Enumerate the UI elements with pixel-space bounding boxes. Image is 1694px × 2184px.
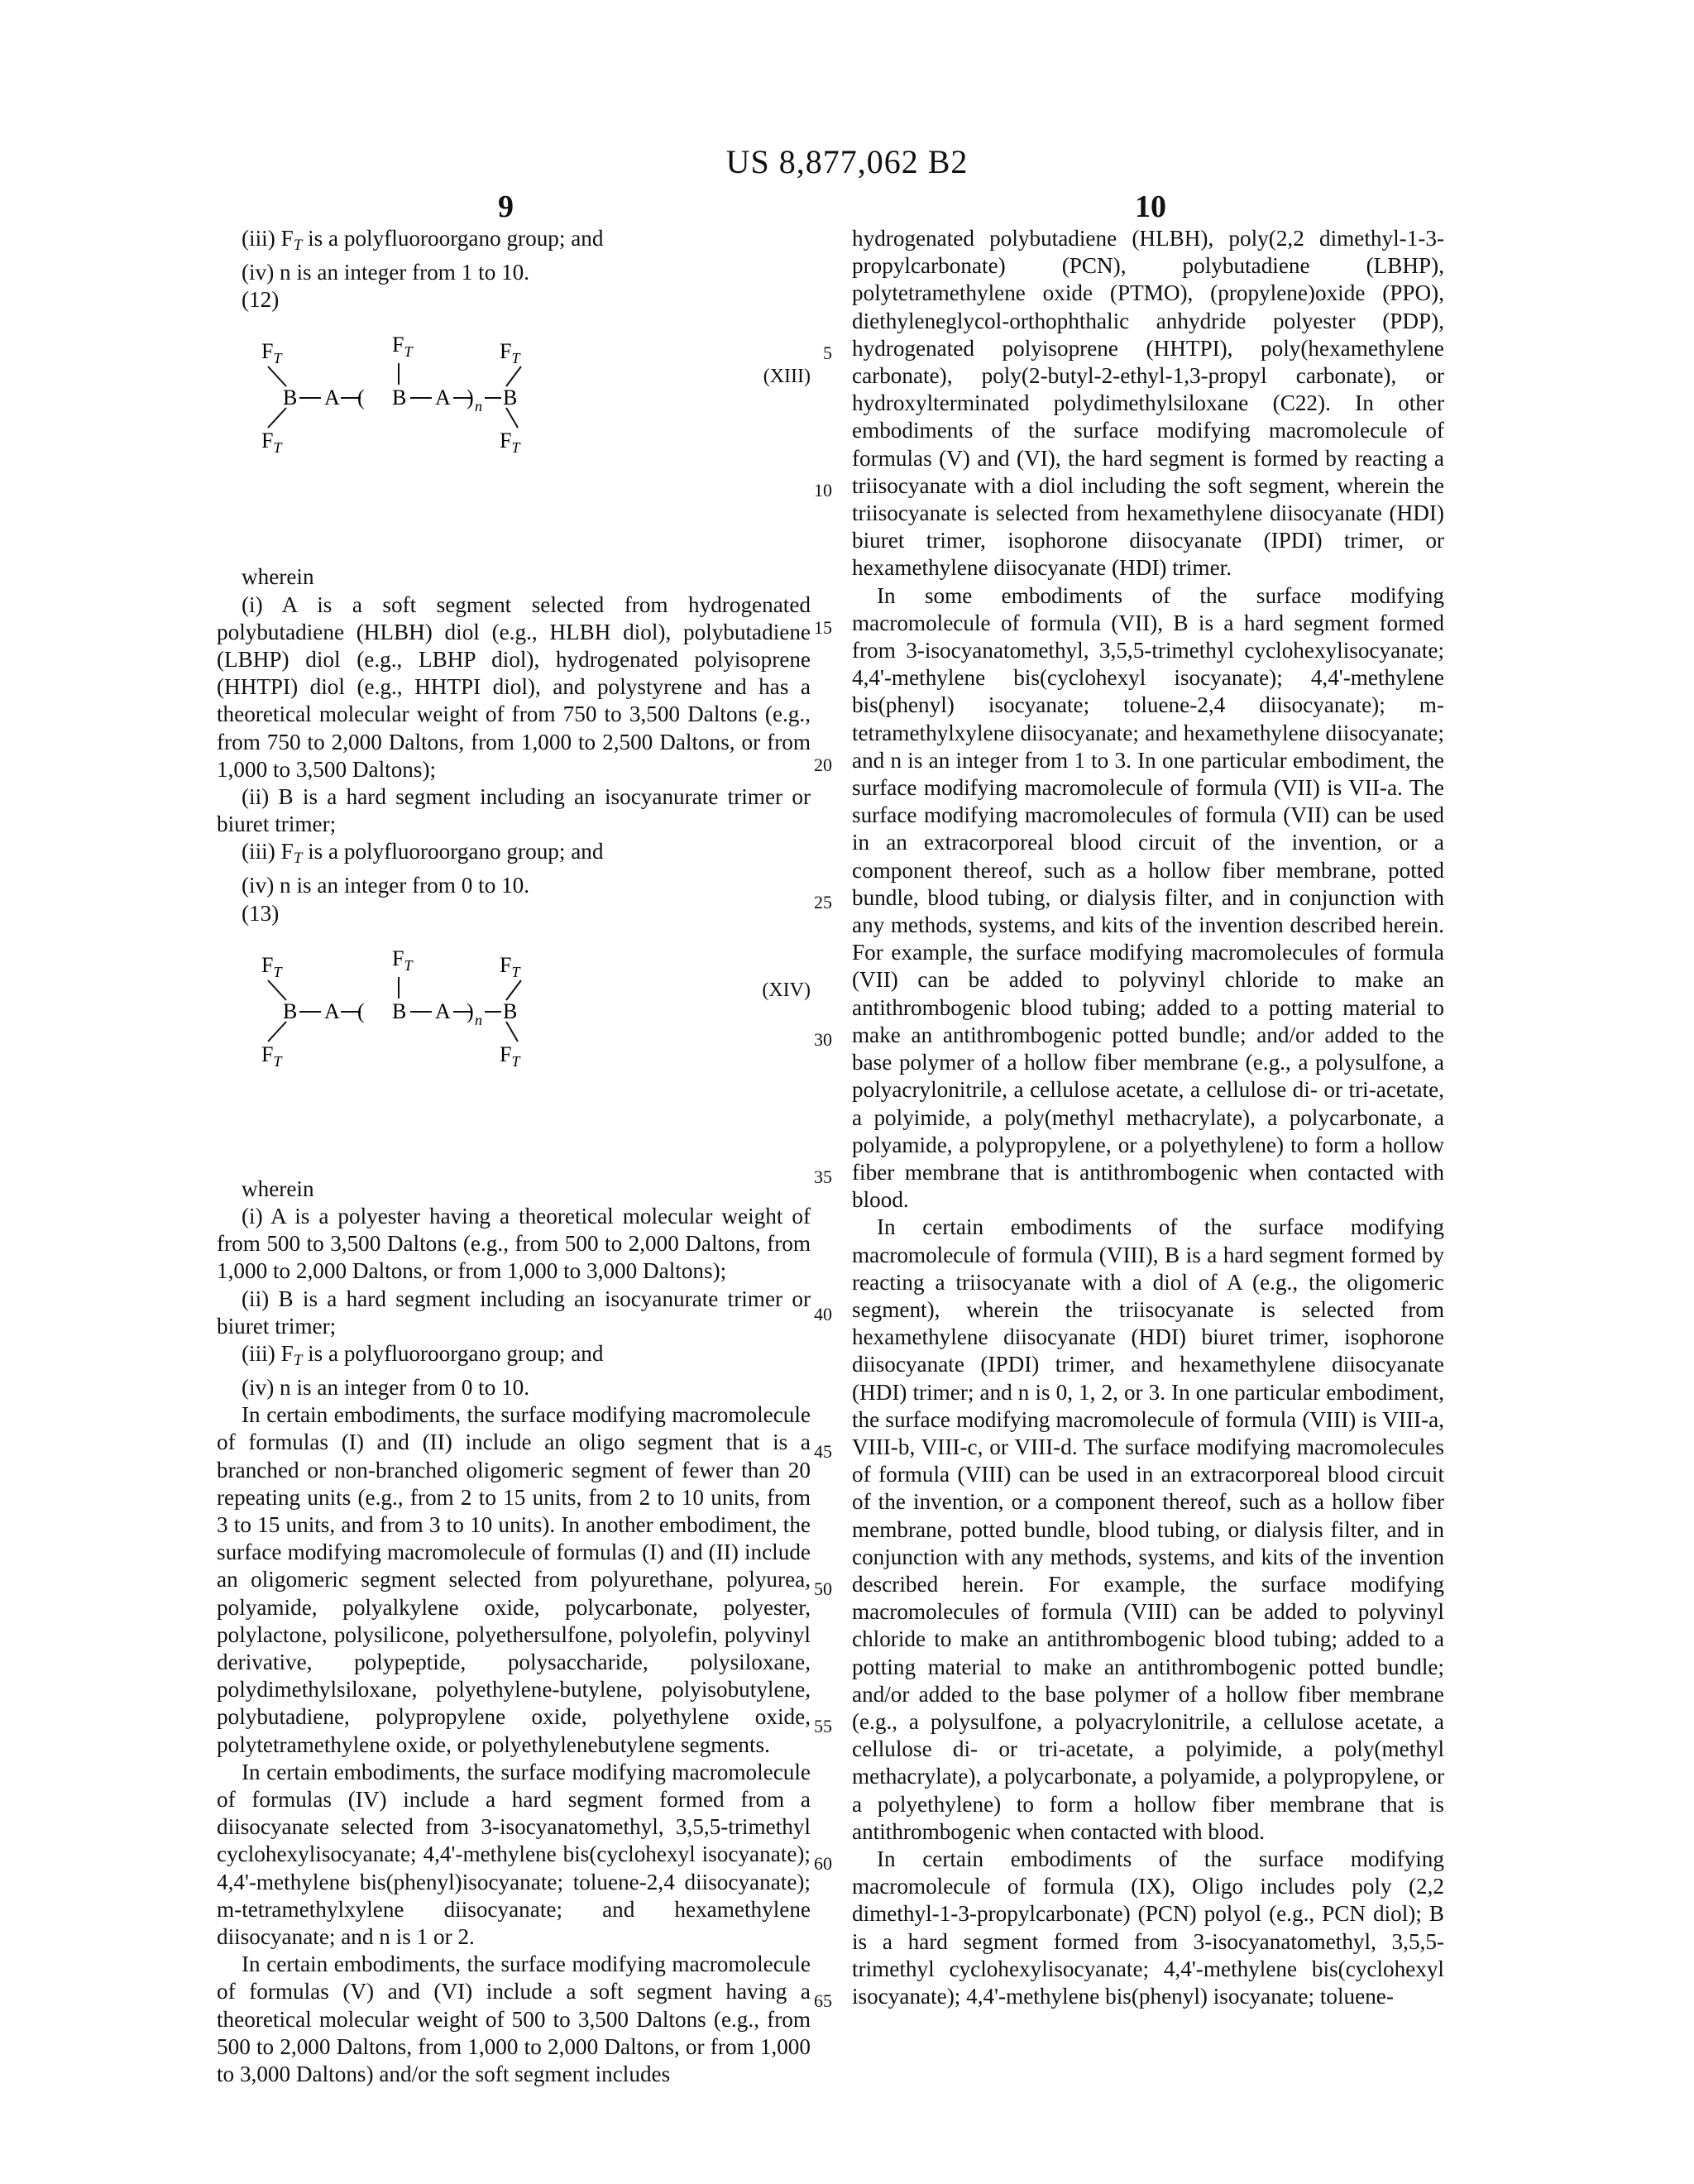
svg-text:(: ( [357,386,365,410]
left-para-9: (i) A is a polyester having a theoretical molecular weight of from 500 to 3,500 Daltons (e.g., from 500 to 2,000 Daltons, from 1,000 to 2,000 Daltons, or from 1,000 to 3,000 Daltons); [217,1203,811,1284]
svg-text:FT: $F_T$ [392,333,413,361]
svg-text:A: A [324,386,340,410]
left-para-3: (12) [242,287,280,313]
svg-text:B: B [392,386,407,410]
line-number: 45 [814,1441,832,1462]
patent-number: US 8,877,062 B2 [725,143,969,180]
left-para-7: (iv) n is an integer from 0 to 10. [242,873,530,898]
right-para-1: hydrogenated polybutadiene (HLBH), poly(2,2 dimethyl-1-3-propylcarbonate) (PCN), polybutadiene (LBHP), polytetramethylene oxide (PTMO), (propylene)oxide (PPO), diethyleneglycol-orthophthalic anhydride polyester (PDP), hydrogenated polyisoprene (HHTPI), poly(hexamethylene carbonate), poly(2-butyl-2-ethyl-1,3-propyl carbonate), or hydroxylterminated polydimethylsiloxane (C22). In other embodiments of the surface modifying macromolecule of formulas (V) and (VI), the hard segment is formed by reacting a triisocyanate with a diol including the soft segment, wherein the triisocyanate is selected from hexamethylene diisocyanate (HDI) biuret trimer, isophorone diisocyanate (IPDI) trimer, or hexamethylene diisocyanate (HDI) trimer. [852,226,1444,581]
svg-text:B: B [503,999,518,1023]
left-para-15: In certain embodiments, the surface modifying macromolecule of formulas (V) and (VI) include a soft segment having a theoretical molecular weight of 500 to 3,500 Daltons (e.g., from 500 to 2,000 Daltons, from 1,000 to 2,000 Daltons, or from 1,000 to 3,000 Daltons) and/or the soft segment includes [217,1952,811,2086]
left-column [217,225,811,2088]
left-para-10: (ii) B is a hard segment including an isocyanurate trimer or biuret trimer; [217,1286,811,1339]
svg-text:A: A [324,999,340,1023]
left-para-6: (iii) $F_T$ is a polyfluoroorgano group; and [242,839,604,868]
left-para-4: (i) A is a soft segment selected from hydrogenated polybutadiene (HLBH) diol (e.g., HLBH diol), polybutadiene (LBHP) diol (e.g., LBHP diol), hydrogenated polyisoprene (HHTPI) diol (e.g., HHTPI diol), and polystyrene and has a theoretical molecular weight of from 750 to 3,500 Daltons (e.g., from 750 to 2,000 Daltons, from 1,000 to 2,500 Daltons, or from 1,000 to 3,500 Daltons); [217,592,811,782]
page-number-left: 9 [498,189,514,224]
left-para-5: (ii) B is a hard segment including an isocyanurate trimer or biuret trimer; [217,783,811,837]
line-number: 25 [814,892,832,912]
svg-text:FT: $F_T$ [500,952,520,980]
svg-text:FT: $F_T$ [500,429,520,457]
right-para-2: In some embodiments of the surface modifying macromolecule of formula (VII), B is a hard segment formed from 3-isocyanatomethyl, 3,5,5-trimethyl cyclohexylisocyanate; 4,4'-methylene bis(cyclohexyl isocyanate); 4,4'-methylene bis(phenyl) isocyanate; toluene-2,4 diisocyanate); m-tetramethylxylene diisocyanate; and hexamethylene diisocyanate; and n is an integer from 1 to 3. In one particular embodiment, the surface modifying macromolecule of formula (VII) is VII-a. The surface modifying macromolecules of formula (VII) can be used in an extracorporeal blood circuit of the invention, or a component thereof, such as a hollow fiber membrane, potted bundle, blood tubing, or dialysis filter, and in conjunction with any methods, systems, and kits of the invention described herein. For example, the surface modifying macromolecules of formula (VII) can be added to polyvinyl chloride to make an antithrombogenic blood tubing; added to a potting material to make an antithrombogenic potted bundle; and/or added to the base polymer of a hollow fiber membrane (e.g., a polysulfone, a polyacrylonitrile, a cellulose acetate, a cellulose di- or tri-acetate, a polyimide, a poly(methyl methacrylate), a polycarbonate, a polyamide, a polypropylene, or a polyethylene) to form a hollow fiber membrane that is antithrombogenic when contacted with blood. [852,582,1444,1213]
svg-text:n: n [475,1011,482,1028]
page-number-right: 10 [1135,189,1166,224]
svg-text:FT: $F_T$ [500,339,520,367]
line-number: 65 [814,1990,832,2011]
svg-text:B: B [283,999,298,1023]
line-number: 35 [814,1166,832,1187]
svg-text:FT: $F_T$ [261,429,282,457]
svg-text:n: n [475,398,482,415]
svg-text:): ) [467,999,474,1023]
formula-xiii-structure [250,323,597,472]
right-para-4: In certain embodiments of the surface modifying macromolecule of formula (IX), Oligo includes poly (2,2 dimethyl-1-3-propylcarbonate) (PCN) polyol (e.g., PCN diol); B is a hard segment formed from 3-isocyanatomethyl, 3,5,5-trimethyl cyclohexylisocyanate; 4,4'-methylene bis(cyclohexyl isocyanate); 4,4'-methylene bis(phenyl) isocyanate; toluene- [852,1846,1444,2009]
svg-text:FT: $F_T$ [261,952,282,980]
line-number: 60 [814,1853,832,1874]
formula-xiv-structure [250,937,597,1086]
left-para-11: (iii) $F_T$ is a polyfluoroorgano group; and [242,1340,604,1369]
line-number: 15 [814,617,832,638]
svg-text:B: B [283,386,298,410]
left-para-1: (iii) $F_T$ is a polyfluoroorgano group; and [242,226,604,254]
line-number: 40 [814,1304,832,1324]
line-number: 20 [814,754,832,775]
left-para-12: (iv) n is an integer from 0 to 10. [242,1374,530,1400]
line-number: 10 [814,480,832,500]
svg-text:A: A [435,386,451,410]
left-wherein-1: wherein [242,564,314,590]
svg-text:(: ( [357,999,365,1023]
formula-xiv [217,937,811,1152]
left-para-13: In certain embodiments, the surface modifying macromolecule of formulas (I) and (II) include an oligo segment that is a branched or non-branched oligomeric segment of fewer than 20 repeating units (e.g., from 2 to 15 units, from 2 to 10 units, from 3 to 15 units, and from 3 to 10 units). In another embodiment, the surface modifying macromolecule of formulas (I) and (II) include an oligomeric segment selected from polyurethane, polyurea, polyamide, polyalkylene oxide, polycarbonate, polyester, polylactone, polysilicone, polyethersulfone, polyolefin, polyvinyl derivative, polypeptide, polysaccharide, polysiloxane, polydimethylsiloxane, polyethylene-butylene, polyisobutylene, polybutadiene, polypropylene oxide, polyethylene oxide, polytetramethylene oxide, or polyethylenebutylene segments. [217,1402,811,1757]
left-para-2: (iv) n is an integer from 1 to 10. [242,259,530,285]
line-number: 55 [814,1716,832,1736]
right-para-3: In certain embodiments of the surface modifying macromolecule of formula (VIII), B is a hard segment formed by reacting a triisocyanate with a diol of A (e.g., the oligomeric segment), wherein the triisocyanate is selected from hexamethylene diisocyanate (HDI) biuret trimer, isophorone diisocyanate (IPDI) trimer, and hexamethylene diisocyanate (HDI) trimer; and n is 0, 1, 2, or 3. In one particular embodiment, the surface modifying macromolecule of formula (VIII) is VIII-a, VIII-b, VIII-c, or VIII-d. The surface modifying macromolecules of formula (VIII) can be used in an extracorporeal blood circuit of the invention, or a component thereof, such as a hollow fiber membrane, potted bundle, blood tubing, or dialysis filter, and in conjunction with any methods, systems, and kits of the invention described herein. For example, the surface modifying macromolecules of formula (VIII) can be added to polyvinyl chloride to make an antithrombogenic blood tubing; added to a potting material to make an antithrombogenic potted bundle; and/or added to the base polymer of a hollow fiber membrane (e.g., a polysulfone, a polyacrylonitrile, a cellulose acetate, a cellulose di- or tri-acetate, a polyimide, a poly(methyl methacrylate), a polycarbonate, a polyamide, a polypropylene, or a polyethylene) to form a hollow fiber membrane that is antithrombogenic when contacted with blood. [852,1214,1444,1844]
svg-text:A: A [435,999,451,1023]
svg-text:FT: $F_T$ [392,946,413,974]
left-wherein-2: wherein [242,1176,314,1201]
line-number: 30 [814,1029,832,1050]
svg-text:FT: $F_T$ [261,339,282,367]
right-column [852,225,1444,2010]
svg-text:FT: $F_T$ [261,1042,282,1070]
left-para-14: In certain embodiments, the surface modifying macromolecule of formulas (IV) include a hard segment formed from a diisocyanate selected from 3-isocyanatomethyl, 3,5,5-trimethyl cyclohexylisocyanate; 4,4'-methylene bis(cyclohexyl isocyanate); 4,4'-methylene bis(phenyl)isocyanate; toluene-2,4 diisocyanate); m-tetramethylxylene diisocyanate; and hexamethylene diisocyanate; and n is 1 or 2. [217,1759,811,1949]
svg-text:): ) [467,386,474,410]
formula-label-xiii: (XIII) [763,366,811,388]
left-para-8: (13) [242,900,280,926]
svg-text:B: B [503,386,518,410]
line-number: 5 [823,342,832,363]
formula-label-xiv: (XIV) [762,979,811,1001]
line-number: 50 [814,1578,832,1599]
svg-text:FT: $F_T$ [500,1042,520,1070]
svg-text:B: B [392,999,407,1023]
formula-xiii [217,323,811,539]
